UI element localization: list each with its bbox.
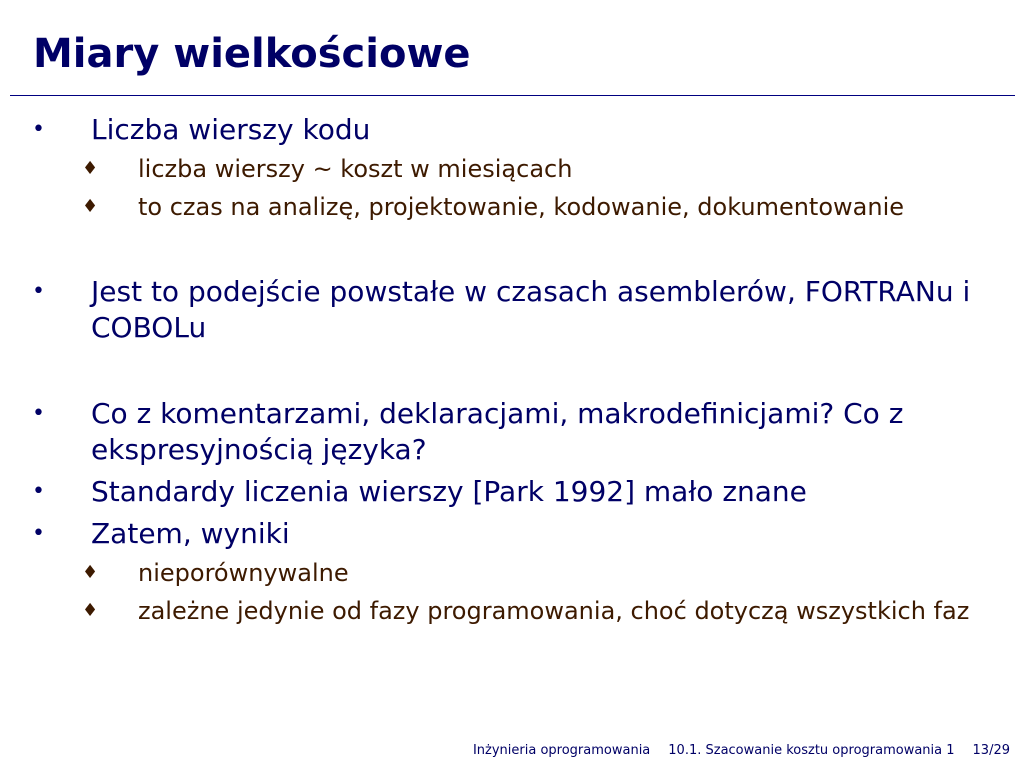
bullet-item [0,274,1024,346]
bullet-text: Jest to podejście powstałe w czasach asemblerów, FORTRANu i COBOLu [91,275,971,344]
sub-bullet-text: liczba wierszy ~ koszt w miesiącach [138,155,573,183]
footer-section: 10.1. Szacowanie kosztu oprogramowania 1 [668,743,955,758]
footer-page-number: 13/29 [972,743,1010,758]
slide-content [0,112,1024,628]
bullet-text: Zatem, wyniki [91,517,290,550]
bullet-item [0,396,1024,468]
bullet-text: Co z komentarzami, deklaracjami, makrodefinicjami? Co z ekspresyjnością języka? [91,397,904,466]
diamond-bullet-icon: ♦ [82,196,99,217]
bullet-text: Liczba wierszy kodu [91,113,371,146]
sub-bullet-item [0,152,1024,186]
sub-bullet-text: to czas na analizę, projektowanie, kodowanie, dokumentowanie [138,193,905,221]
diamond-bullet-icon: ♦ [82,600,99,621]
bullet-item [0,516,1024,552]
bullet-dot-icon: • [32,117,45,142]
sub-bullet-item [0,190,1024,224]
diamond-bullet-icon: ♦ [82,158,99,179]
bullet-dot-icon: • [32,521,45,546]
diamond-bullet-icon: ♦ [82,562,99,583]
sub-bullet-item [0,556,1024,590]
bullet-item [0,112,1024,148]
bullet-dot-icon: • [32,401,45,426]
bullet-dot-icon: • [32,279,45,304]
slide-footer [0,743,1010,759]
bullet-item [0,474,1024,510]
slide-title: Miary wielkościowe [33,31,471,77]
sub-bullet-text: zależne jedynie od fazy programowania, choć dotyczą wszystkich faz [138,597,970,625]
bullet-dot-icon: • [32,479,45,504]
sub-bullet-item [0,594,1024,628]
bullet-text: Standardy liczenia wierszy [Park 1992] mało znane [91,475,807,508]
title-underline [10,95,1015,96]
footer-course: Inżynieria oprogramowania [472,743,651,758]
sub-bullet-text: nieporównywalne [138,559,349,587]
